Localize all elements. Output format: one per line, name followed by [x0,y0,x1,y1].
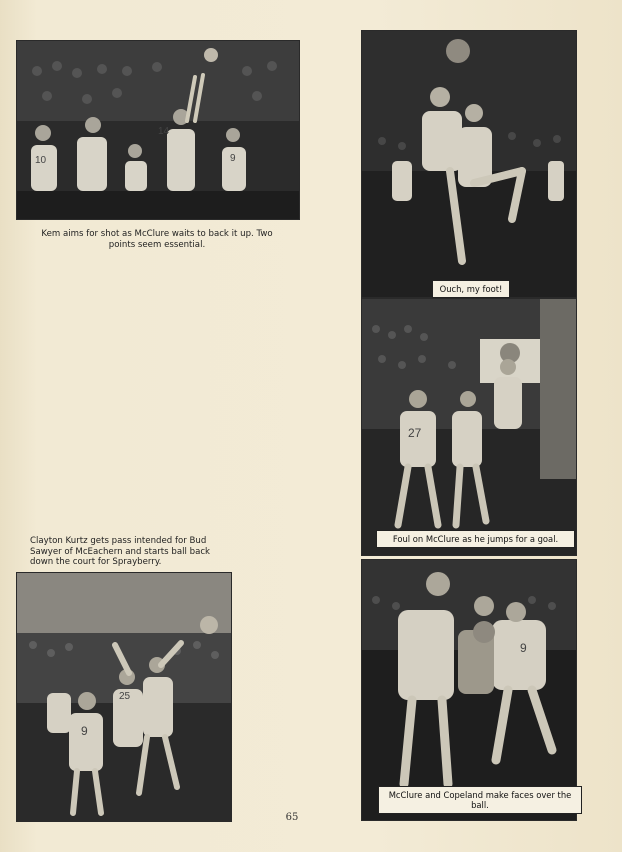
jersey-number-25: 25 [119,691,131,702]
photo-top-left-image [17,41,299,219]
jersey-number-14: 14 [158,126,170,137]
page-number: 65 [285,812,299,823]
caption-right-middle: Foul on McClure as he jumps for a goal. [376,530,575,548]
photo-bottom-left-image [17,573,231,821]
caption-right-bottom: McClure and Copeland make faces over the ball. [378,786,582,814]
photo-right-bottom-image [362,560,576,820]
photo-bottom-left [16,572,232,822]
photo-right-top [361,30,577,298]
jersey-number-9: 9 [230,153,236,164]
photo-right-middle [361,298,577,556]
photo-right-bottom [361,559,577,821]
jersey-number-9-left: 9 [81,724,88,738]
caption-right-top: Ouch, my foot! [432,280,510,298]
jersey-number-10: 10 [35,155,47,166]
jersey-number-27: 27 [408,426,422,440]
caption-bottom-left: Clayton Kurtz gets pass intended for Bud Sawyer of McEachern and starts ball back down the court for Sprayberry. [30,536,211,567]
jersey-number-9-right: 9 [520,641,527,655]
photo-right-middle-image [362,299,576,555]
photo-right-top-image [362,31,576,297]
caption-top-left: Kem aims for shot as McClure waits to back it up. Two points seem essential. [41,229,273,250]
photo-top-left [16,40,300,220]
